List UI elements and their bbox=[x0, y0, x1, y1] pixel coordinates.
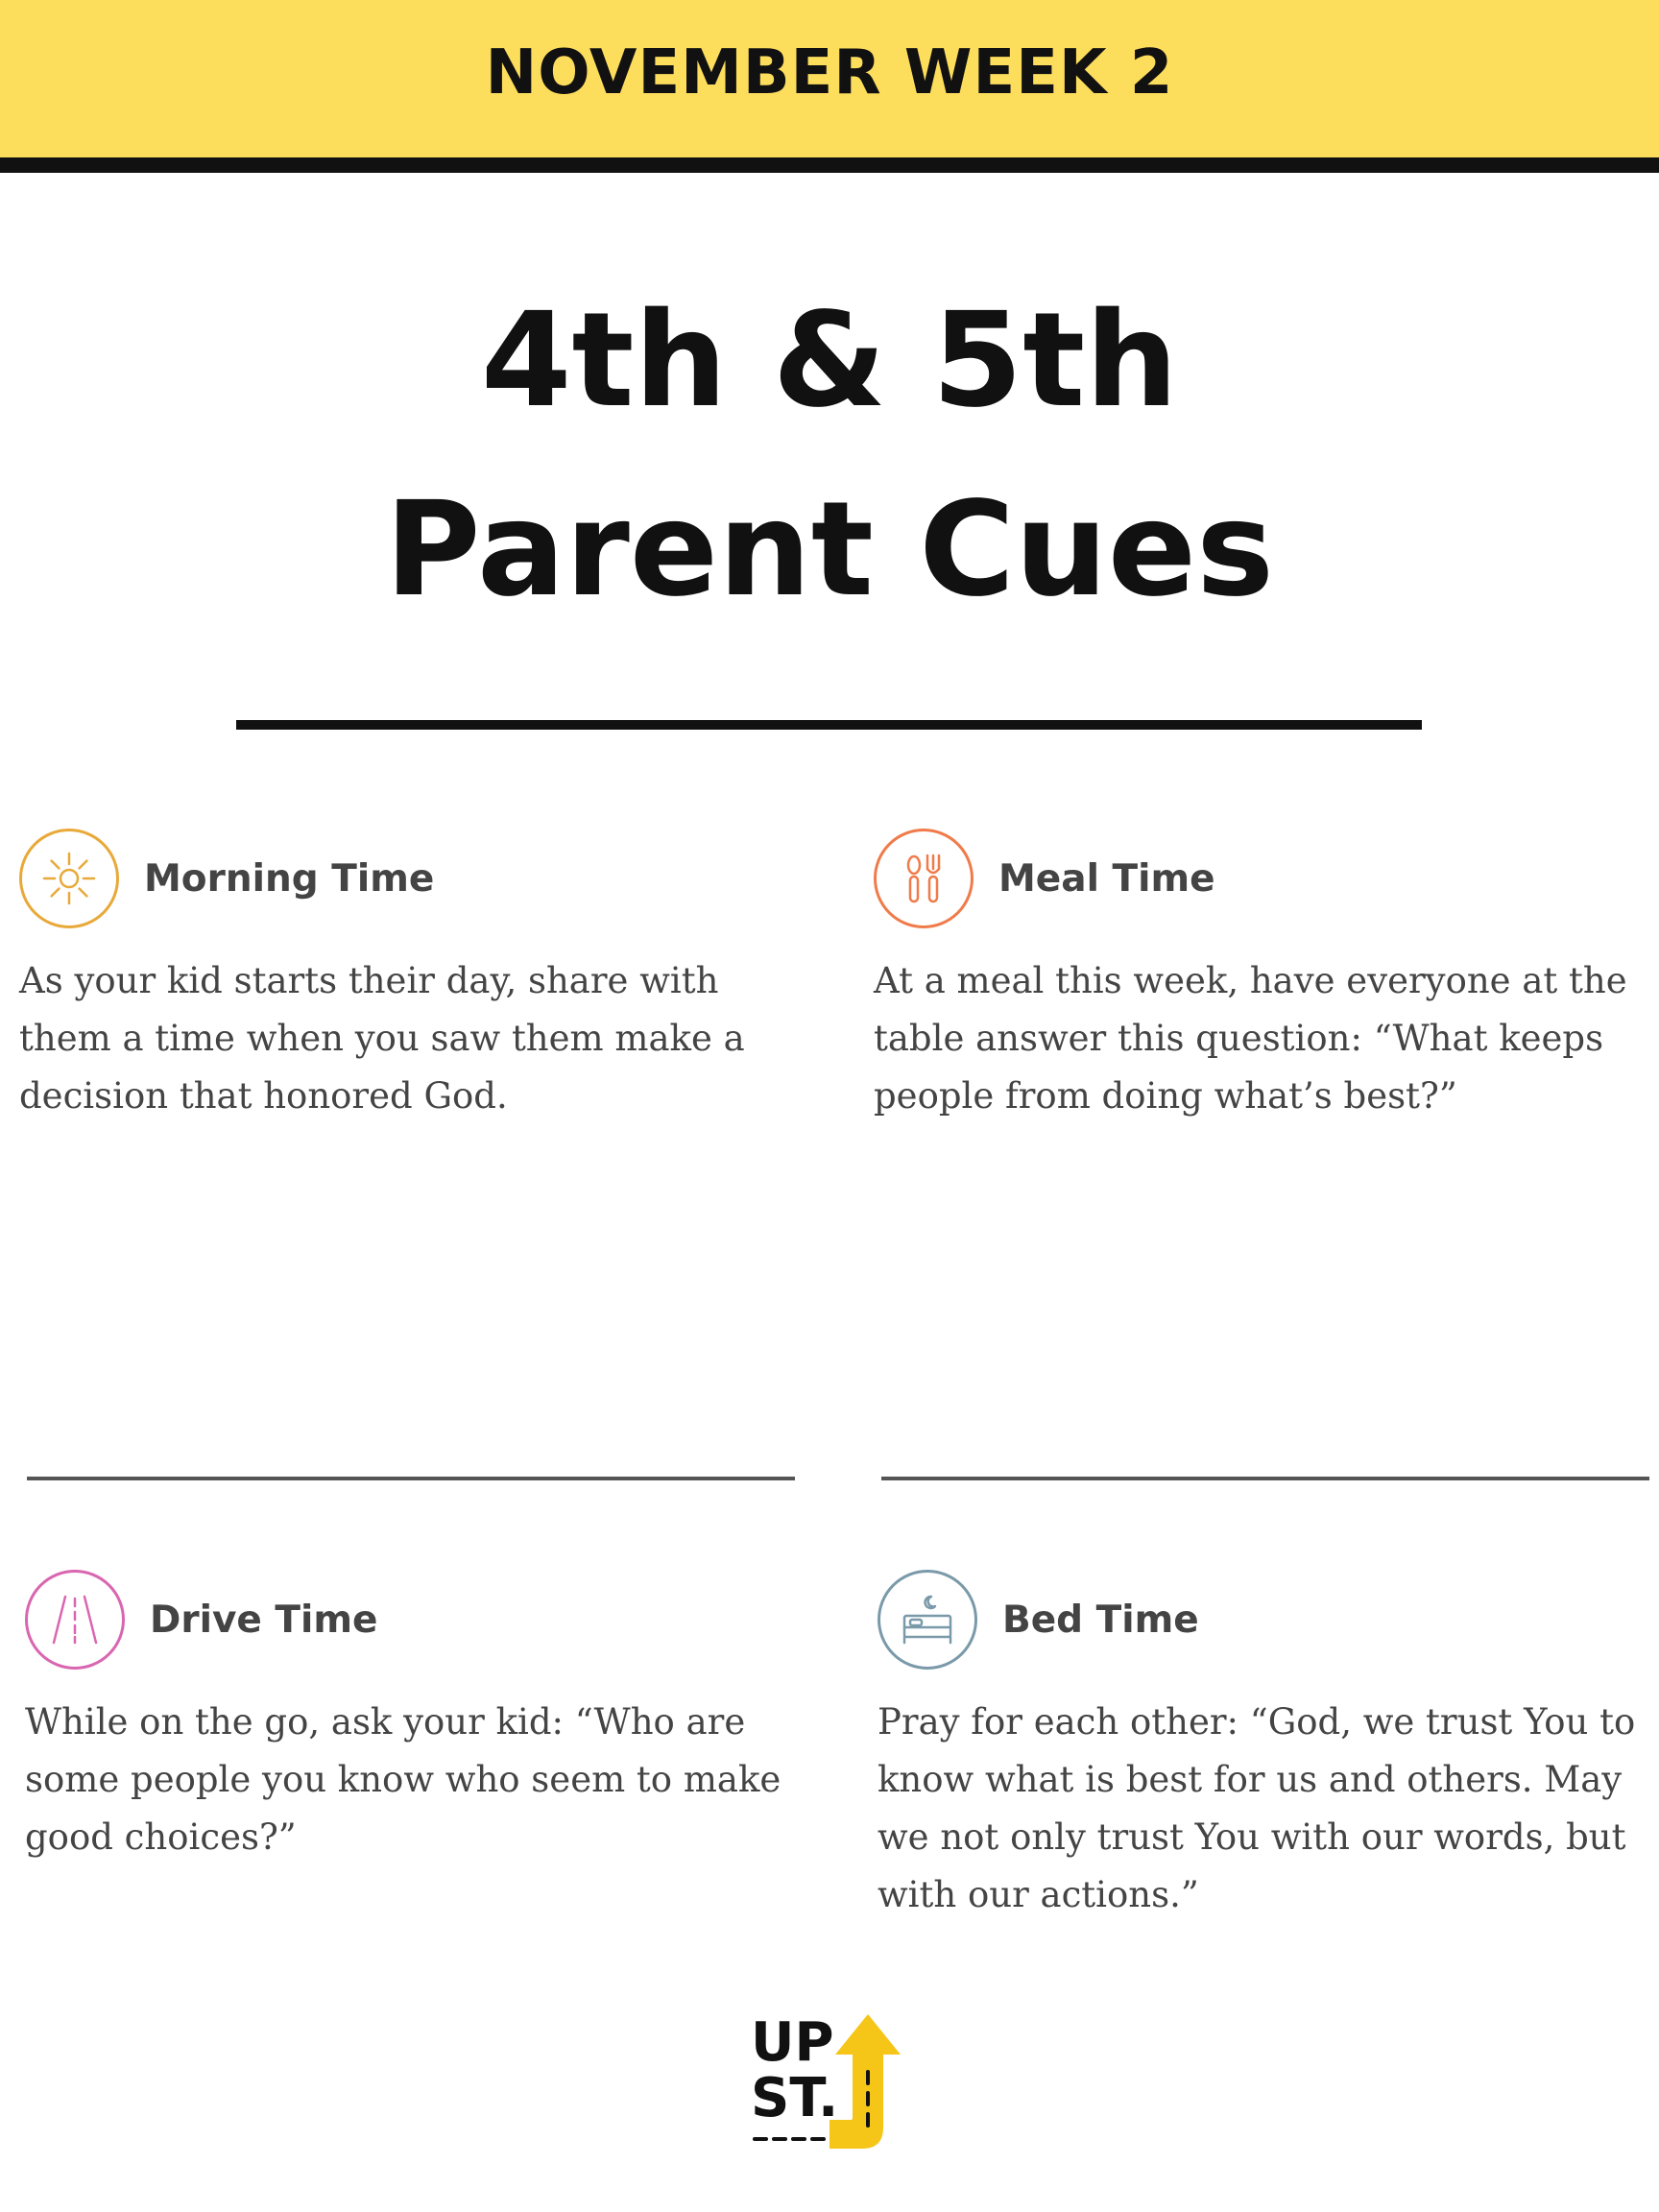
utensils-icon bbox=[874, 829, 974, 928]
page-title-line-2: Parent Cues bbox=[384, 474, 1275, 626]
upstreet-logo bbox=[749, 2005, 904, 2160]
logo-line-1: UP bbox=[751, 2011, 834, 2074]
card-morning-time bbox=[19, 822, 806, 1125]
card-text: While on the go, ask your kid: “Who are some people you know who seem to make good choices?” bbox=[25, 1701, 781, 1858]
card-title: Bed Time bbox=[1002, 1598, 1199, 1642]
card-divider-left bbox=[27, 1477, 795, 1480]
road-icon bbox=[25, 1570, 125, 1670]
card-text: As your kid starts their day, share with them a time when you saw them make a decision that honored God. bbox=[19, 960, 745, 1117]
card-bed-time bbox=[878, 1563, 1659, 1924]
card-title: Drive Time bbox=[150, 1598, 378, 1642]
page-title-line-1: 4th & 5th bbox=[480, 285, 1179, 437]
logo-line-2: ST. bbox=[751, 2067, 839, 2129]
card-meal-time bbox=[874, 822, 1659, 1125]
banner-title: NOVEMBER WEEK 2 bbox=[485, 37, 1174, 108]
sun-icon bbox=[19, 829, 119, 928]
bed-icon bbox=[878, 1570, 977, 1670]
header-banner bbox=[0, 0, 1659, 157]
card-title: Meal Time bbox=[998, 856, 1215, 901]
card-text: At a meal this week, have everyone at the table answer this question: “What keeps people from doing what’s best?” bbox=[874, 960, 1627, 1117]
card-text: Pray for each other: “God, we trust You to know what is best for us and others. May we not only trust You with our words, but with our actions.” bbox=[878, 1701, 1636, 1915]
card-title: Morning Time bbox=[144, 856, 435, 901]
card-divider-right bbox=[881, 1477, 1649, 1480]
banner-divider bbox=[0, 157, 1659, 173]
card-drive-time bbox=[25, 1563, 812, 1866]
title-divider bbox=[236, 720, 1422, 730]
